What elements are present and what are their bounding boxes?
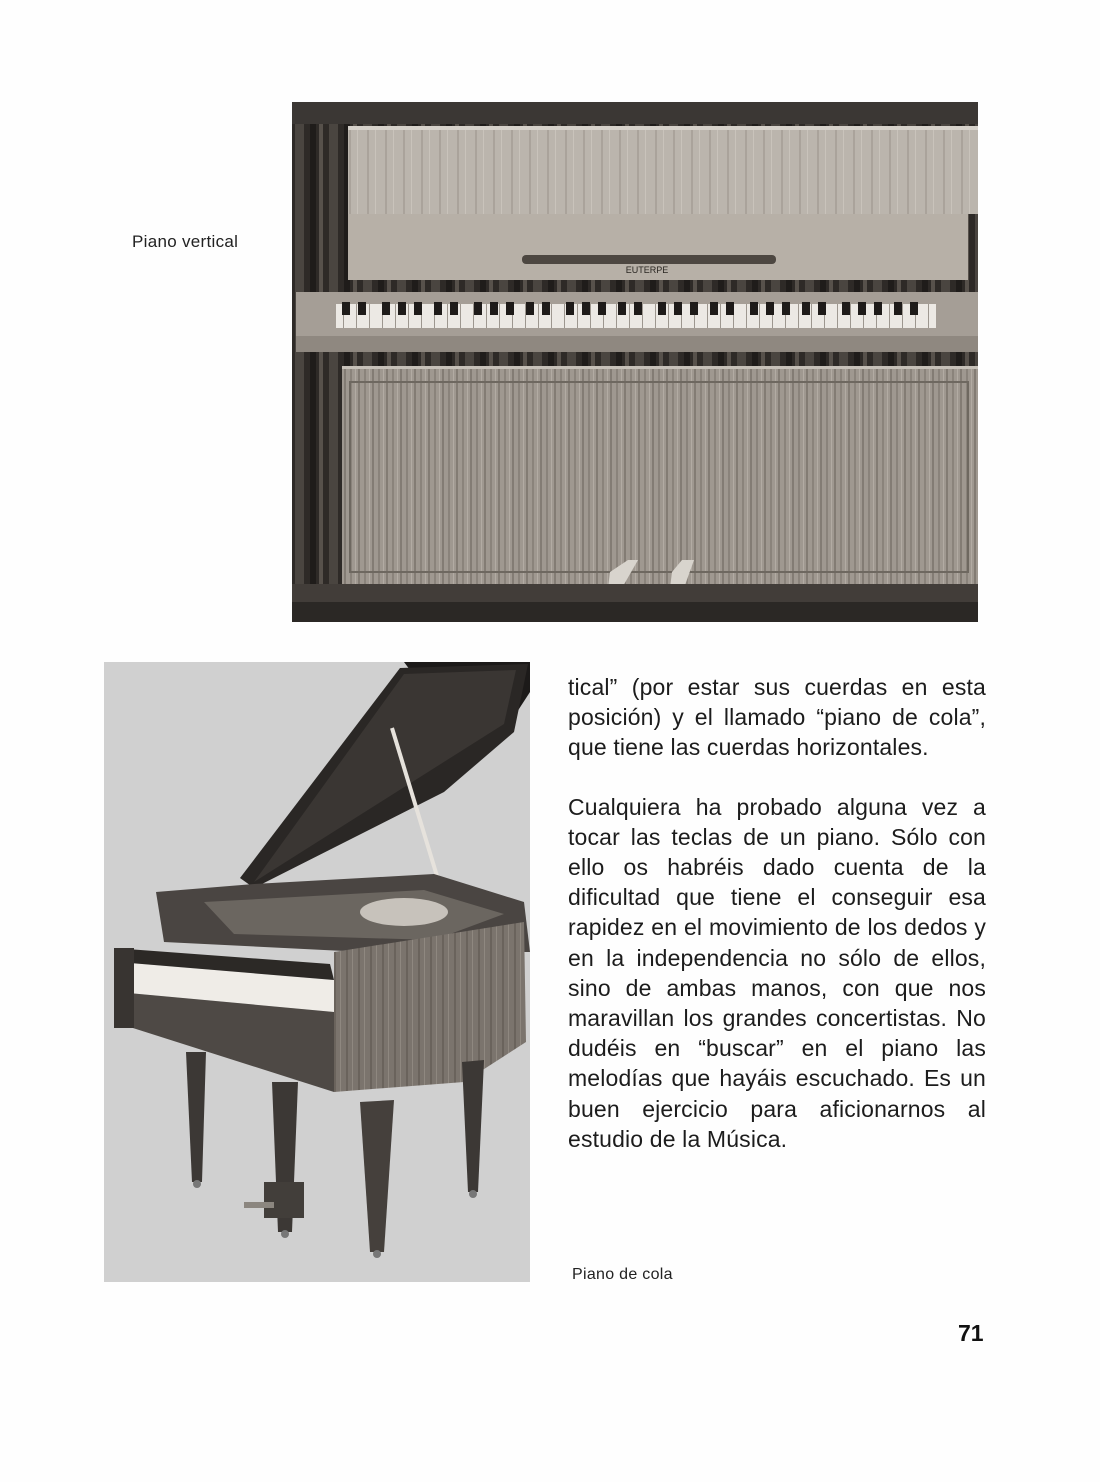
paragraph-2: Cualquiera ha probado alguna vez a tocar las teclas de un piano. Sólo con ello os habréis dado cuenta de la dificultad que tiene el conseguir esa rapidez en el movimiento de los dedos y en la independencia no sólo de ellos, sino de ambas manos, con que nos maravillan los grandes concertistas. No dudéis en “buscar” en el piano las melodías que hayáis escuchado. Es un buen ejercicio para aficionarnos al estudio de la Música. bbox=[568, 793, 986, 1152]
page-number: 71 bbox=[958, 1320, 984, 1346]
paragraph-1: tical” (por estar sus cuerdas en esta posición) y el llamado “piano de cola”, que tiene las cuerdas horizontales. bbox=[568, 674, 986, 761]
svg-text:EUTERPE: EUTERPE bbox=[625, 265, 669, 275]
caption-piano-vertical: Piano vertical bbox=[132, 232, 239, 251]
upright-piano-photo bbox=[292, 102, 978, 622]
grand-piano-photo bbox=[104, 662, 530, 1282]
caption-piano-de-cola: Piano de cola bbox=[572, 1266, 673, 1283]
body-text bbox=[568, 672, 986, 1154]
